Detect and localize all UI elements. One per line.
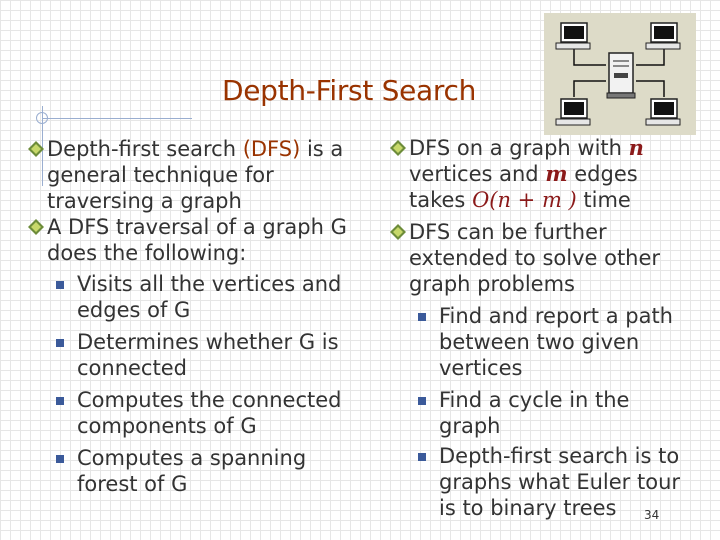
text: Computes the connected components of G <box>77 388 342 438</box>
text: edges takes <box>409 162 638 212</box>
text: Determines whether G is connected <box>77 330 339 380</box>
text: Find and report a path between two given vertices <box>439 304 673 380</box>
computer-icon <box>646 23 680 49</box>
sub-list-item <box>28 387 358 439</box>
diamond-bullet-icon <box>390 224 406 240</box>
square-bullet-icon <box>418 397 426 405</box>
diamond-bullet-icon <box>28 219 44 235</box>
dfs-term: (DFS) <box>242 137 301 161</box>
text: A DFS traversal of a graph G does the following: <box>47 215 347 265</box>
sub-list-item <box>28 445 358 497</box>
math-n: n <box>628 135 644 160</box>
computer-icon <box>556 23 590 49</box>
diamond-bullet-icon <box>28 141 44 157</box>
list-item <box>28 214 358 266</box>
math-m: m <box>545 161 568 186</box>
server-icon <box>607 53 635 98</box>
list-item <box>390 135 690 213</box>
list-item <box>28 136 358 214</box>
text: Depth-first search is to graphs what Euler tour is to binary trees <box>439 444 681 520</box>
square-bullet-icon <box>418 453 426 461</box>
sub-list-item <box>390 303 690 381</box>
sub-list-item <box>390 387 690 439</box>
computer-icon <box>556 99 590 125</box>
square-bullet-icon <box>56 397 64 405</box>
text: Computes a spanning forest of G <box>77 446 307 496</box>
text: DFS on a graph with <box>409 136 629 160</box>
text: Visits all the vertices and edges of G <box>77 272 342 322</box>
sub-list-item <box>28 329 358 381</box>
big-o-expression: O(n + m ) <box>472 188 577 212</box>
diamond-bullet-icon <box>390 140 406 156</box>
text: DFS can be further extended to solve other graph problems <box>409 220 661 296</box>
network-image <box>544 13 696 135</box>
page-number: 34 <box>644 508 660 522</box>
page-title: Depth-First Search <box>222 74 477 107</box>
computer-icon <box>646 99 680 125</box>
right-column <box>390 135 690 521</box>
text: Find a cycle in the graph <box>439 388 630 438</box>
square-bullet-icon <box>56 339 64 347</box>
square-bullet-icon <box>418 313 426 321</box>
text: is a general technique for traversing a graph <box>47 137 344 213</box>
title-rule <box>42 118 192 119</box>
text: Depth-first search <box>47 137 243 161</box>
title-rule-circle <box>36 112 48 124</box>
square-bullet-icon <box>56 281 64 289</box>
list-item <box>390 219 690 297</box>
text: vertices and <box>409 162 546 186</box>
sub-list-item <box>28 271 358 323</box>
square-bullet-icon <box>56 455 64 463</box>
text: time <box>576 188 631 212</box>
left-column <box>28 136 358 497</box>
